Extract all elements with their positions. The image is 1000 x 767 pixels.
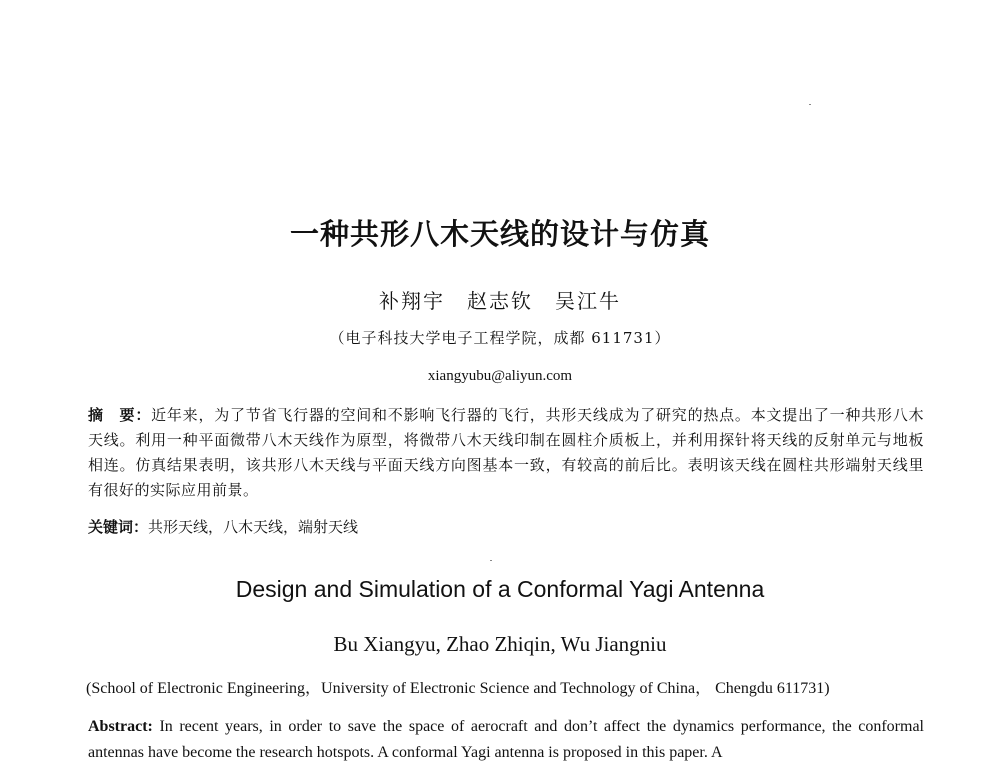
keywords-cn bbox=[88, 515, 924, 540]
abstract-cn-text: 近年来，为了节省飞行器的空间和不影响飞行器的飞行，共形天线成为了研究的热点。本文提出了一种共形八木天线。利用一种平面微带八木天线作为原型，将微带八木天线印制在圆柱介质板上，并利用探针将天线的反射单元与地板相连。仿真结果表明，该共形八木天线与平面天线方向图基本一致，有较高的前后比。表明该天线在圆柱共形端射天线里有很好的实际应用前景。 bbox=[88, 406, 924, 499]
abstract-en-text: In recent years, in order to save the space of aerocraft and don’t affect the dynamics performance, the conformal antennas have become the research hotspots. A conformal Yagi antenna is proposed in this paper. A bbox=[88, 718, 925, 761]
paper-title-en: Design and Simulation of a Conformal Yagi Antenna bbox=[235, 576, 765, 602]
abstract-cn-label: 摘 要： bbox=[88, 406, 152, 424]
abstract-en-label: Abstract: bbox=[88, 718, 153, 735]
scan-speck bbox=[490, 560, 492, 561]
keywords-cn-label: 关键词： bbox=[88, 518, 149, 536]
scan-speck bbox=[809, 104, 811, 105]
affiliation-cn: （电子科技大学电子工程学院，成都 611731） bbox=[329, 329, 671, 347]
author-email: xiangyubu@aliyun.com bbox=[427, 368, 573, 384]
keywords-cn-text: 共形天线，八木天线，端射天线 bbox=[148, 518, 359, 536]
abstract-en bbox=[88, 714, 924, 766]
paper-title-cn: 一种共形八木天线的设计与仿真 bbox=[289, 217, 710, 251]
affiliation-en: (School of Electronic Engineering，University of Electronic Science and Technology of China， Chengdu 611731) bbox=[86, 680, 830, 697]
authors-en: Bu Xiangyu, Zhao Zhiqin, Wu Jiangniu bbox=[333, 632, 667, 656]
abstract-cn bbox=[88, 403, 924, 503]
authors-cn: 补翔宇 赵志钦 吴江牛 bbox=[379, 289, 621, 313]
